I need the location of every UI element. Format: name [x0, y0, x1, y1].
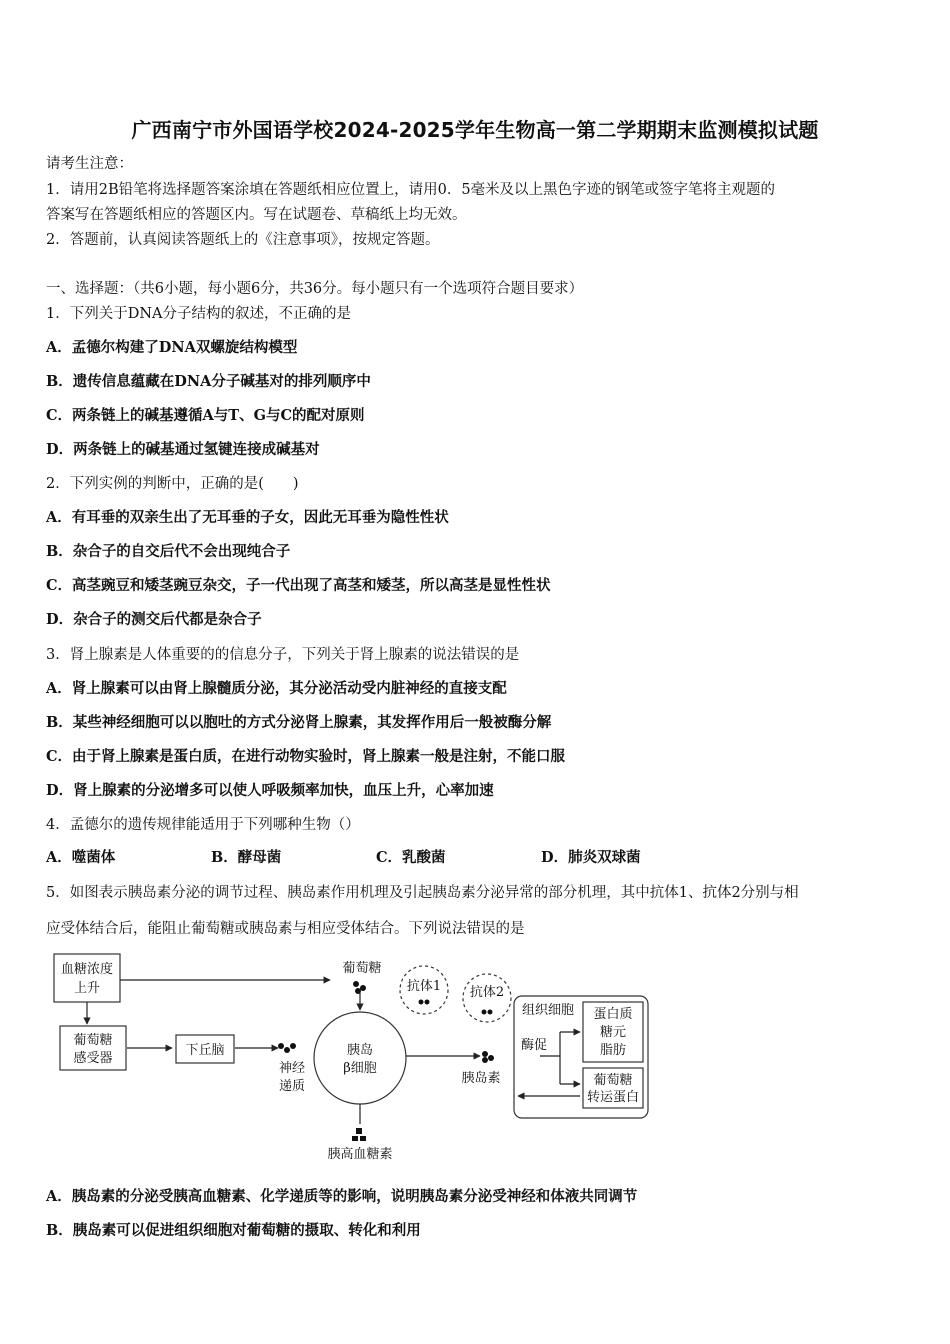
q5-option-b[interactable]: B．胰岛素可以促进组织细胞对葡萄糖的摄取、转化和利用 — [46, 1222, 421, 1239]
q5-stem: 5．如图表示胰岛素分泌的调节过程、胰岛素作用机理及引起胰岛素分泌异常的部分机理，其中抗体1、抗体2分别与相 — [46, 885, 799, 901]
notice-item-2: 2．答题前，认真阅读答题纸上的《注意事项》，按规定答题。 — [46, 232, 440, 248]
q3-option-c[interactable]: C．由于肾上腺素是蛋白质，在进行动物实验时，肾上腺素一般是注射，不能口服 — [46, 748, 566, 765]
label-neuro-1: 神经 — [278, 1061, 306, 1076]
page-title: 广西南宁市外国语学校2024-2025学年生物高一第二学期期末监测模拟试题 — [131, 118, 819, 142]
label-blood-glucose-2: 上升 — [73, 981, 101, 996]
label-antibody2: 抗体2 — [469, 985, 505, 1000]
label-receptor-1: 葡萄糖 — [73, 1033, 113, 1048]
label-islet-2: β细胞 — [343, 1061, 377, 1076]
q3-stem: 3．肾上腺素是人体重要的的信息分子，下列关于肾上腺素的说法错误的是 — [46, 647, 520, 663]
q1-stem: 1．下列关于DNA分子结构的叙述，不正确的是 — [46, 306, 352, 322]
molecule-glyphs — [278, 981, 494, 1141]
q4-stem: 4．孟德尔的遗传规律能适用于下列哪种生物（） — [46, 817, 360, 833]
label-insulin: 胰岛素 — [461, 1071, 501, 1086]
q4-option-d[interactable]: D．肺炎双球菌 — [541, 849, 641, 866]
q2-option-c[interactable]: C．高茎豌豆和矮茎豌豆杂交，子一代出现了高茎和矮茎，所以高茎是显性性状 — [46, 577, 551, 594]
label-receptor-2: 感受器 — [73, 1051, 113, 1066]
q1-option-b[interactable]: B．遗传信息蕴藏在DNA分子碱基对的排列顺序中 — [46, 373, 371, 390]
label-neuro-2: 递质 — [278, 1079, 306, 1094]
label-islet-1: 胰岛 — [346, 1043, 374, 1058]
q3-option-d[interactable]: D．肾上腺素的分泌增多可以使人呼吸频率加快，血压上升，心率加速 — [46, 782, 494, 799]
label-glucagon: 胰高血糖素 — [327, 1147, 393, 1162]
label-glucose: 葡萄糖 — [342, 961, 382, 976]
q1-option-d[interactable]: D．两条链上的碱基通过氢键连接成碱基对 — [46, 441, 320, 458]
q4-option-c[interactable]: C．乳酸菌 — [376, 849, 446, 866]
q3-option-a[interactable]: A．肾上腺素可以由肾上腺髓质分泌，其分泌活动受内脏神经的直接支配 — [46, 680, 507, 697]
insulin-regulation-diagram — [40, 944, 680, 1168]
label-products-3: 脂肪 — [599, 1043, 627, 1058]
q2-option-d[interactable]: D．杂合子的测交后代都是杂合子 — [46, 611, 262, 628]
q4-option-b[interactable]: B．酵母菌 — [211, 849, 282, 866]
q1-option-a[interactable]: A．孟德尔构建了DNA双螺旋结构模型 — [46, 339, 298, 356]
label-transporter-2: 转运蛋白 — [586, 1090, 640, 1105]
label-antibody1: 抗体1 — [406, 979, 442, 994]
label-hypothalamus: 下丘脑 — [185, 1043, 225, 1058]
section-heading: 一、选择题：（共6小题，每小题6分，共36分。每小题只有一个选项符合题目要求） — [46, 281, 584, 297]
label-transporter-1: 葡萄糖 — [593, 1073, 633, 1088]
label-products-2: 糖元 — [599, 1025, 627, 1040]
notice-heading: 请考生注意： — [46, 156, 133, 172]
label-blood-glucose-1: 血糖浓度 — [60, 962, 114, 977]
q4-option-a[interactable]: A．噬菌体 — [46, 849, 116, 866]
q2-stem: 2．下列实例的判断中，正确的是( ) — [46, 476, 299, 492]
label-products-1: 蛋白质 — [593, 1007, 633, 1022]
notice-item-1-cont: 答案写在答题纸相应的答题区内。写在试题卷、草稿纸上均无效。 — [46, 207, 467, 223]
q5-option-a[interactable]: A．胰岛素的分泌受胰高血糖素、化学递质等的影响，说明胰岛素分泌受神经和体液共同调节 — [46, 1188, 638, 1205]
q5-stem-cont: 应受体结合后，能阻止葡萄糖或胰岛素与相应受体结合。下列说法错误的是 — [46, 921, 525, 937]
label-tissue-cell: 组织细胞 — [521, 1003, 575, 1018]
islet-beta-cell — [314, 1012, 406, 1104]
q2-option-b[interactable]: B．杂合子的自交后代不会出现纯合子 — [46, 543, 291, 560]
label-promote: 酶促 — [520, 1038, 548, 1053]
q2-option-a[interactable]: A．有耳垂的双亲生出了无耳垂的子女，因此无耳垂为隐性性状 — [46, 509, 449, 526]
q1-option-c[interactable]: C．两条链上的碱基遵循A与T、G与C的配对原则 — [46, 407, 365, 424]
notice-item-1: 1．请用2B铅笔将选择题答案涂填在答题纸相应位置上，请用0．5毫米及以上黑色字迹的钢笔或签字笔将主观题的 — [46, 182, 776, 198]
q3-option-b[interactable]: B．某些神经细胞可以以胞吐的方式分泌肾上腺素，其发挥作用后一般被酶分解 — [46, 714, 552, 731]
